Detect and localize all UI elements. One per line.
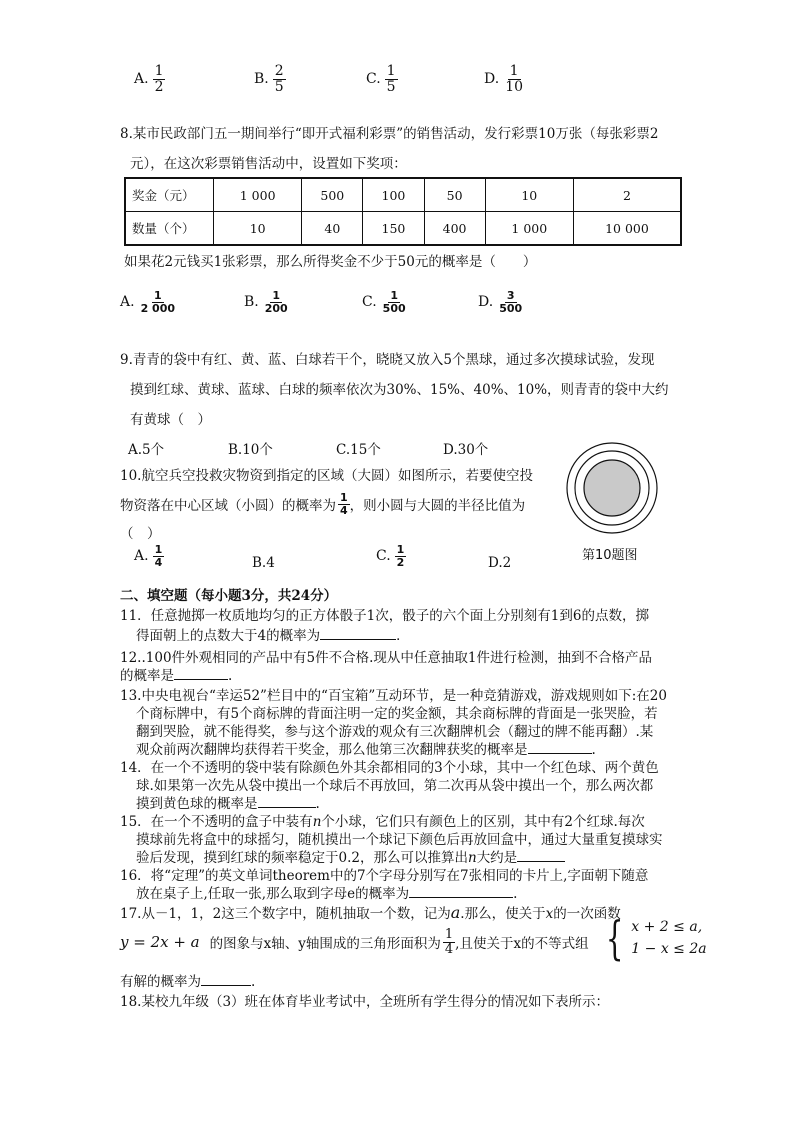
q8-line1: 8.某市民政部门五一期间举行“即开式福利彩票”的销售活动，发行彩票10万张（每张彩票2 [120, 126, 659, 142]
q13-line3: 翻到哭脸，就不能得奖，参与这个游戏的观众有三次翻牌机会（翻过的牌不能再翻）.某 [136, 724, 654, 740]
table-cell: 1 000 [214, 178, 302, 212]
fraction: $\frac{1}{5}$ [386, 63, 396, 95]
q9-line2: 摸到红球、黄球、蓝球、白球的频率依次为30%、15%、40%、10%，则青青的袋中大约 [130, 382, 669, 398]
q11-line1: 11．任意抛掷一枚质地均匀的正方体骰子1次，骰子的六个面上分别刻有1到6的点数，掷 [120, 608, 649, 624]
q10-option-b: B.4 [252, 555, 275, 571]
fraction: $\frac{1}{2 000}$ [140, 289, 176, 315]
q9-line3: 有黄球（ ） [130, 412, 211, 428]
q13-line2: 个商标牌中，有5个商标牌的背面注明一定的奖金额，其余商标牌的背面是一张哭脸，若 [136, 706, 658, 722]
table-cell: 500 [302, 178, 363, 212]
fraction: $\frac{1}{10}$ [505, 63, 524, 95]
q9-line1: 9.青青的袋中有红、黄、蓝、白球若干个，晓晓又放入5个黑球，通过多次摸球试验，发现 [120, 352, 655, 368]
q8-option-c: C. $\frac{1}{500}$ [362, 289, 406, 315]
fraction: $\frac{1}{500}$ [382, 289, 406, 315]
table-cell: 100 [363, 178, 424, 212]
q17-line1: 17.从－1，1，2这三个数字中，随机抽取一个数，记为a.那么，使关于x的一次函数 [120, 903, 621, 922]
fraction: $\frac{2}{5}$ [274, 63, 284, 95]
q13-line4: 观众前两次翻牌均获得若干奖金，那么他第三次翻牌获奖的概率是 . [136, 742, 596, 758]
table-cell: 10 [214, 212, 302, 246]
q10-option-d: D.2 [488, 555, 512, 571]
q8-option-d: D. $\frac{3}{500}$ [478, 289, 523, 315]
table-cell: 400 [424, 212, 485, 246]
q11-line2: 得面朝上的点数大于4的概率为 ． [136, 628, 410, 644]
q12-line2: 的概率是 . [120, 668, 233, 684]
q8-line2: 元），在这次彩票销售活动中，设置如下奖项： [130, 156, 407, 172]
function-expression: y = 2x + a [120, 933, 200, 952]
q8-question: 如果花2元钱买1张彩票，那么所得奖金不少于50元的概率是（ ） [124, 254, 537, 270]
prize-table [124, 177, 682, 246]
brace-icon: { [605, 911, 624, 965]
inequality-system: { x + 2 ≤ a, 1 − x ≤ 2a [605, 911, 707, 965]
answer-blank[interactable] [258, 807, 316, 808]
fraction: $\frac{1}{2}$ [396, 543, 405, 569]
q14-line2: 球.如果第一次先从袋中摸出一个球后不再放回，第二次再从袋中摸出一个，那么两次都 [136, 778, 654, 794]
q15-line2: 摸球前先将盒中的球摇匀，随机摸出一个球记下颜色后再放回盒中，通过大量重复摸球实 [136, 832, 663, 848]
figure-caption: 第10题图 [582, 548, 638, 563]
fraction: $\frac{1}{4}$ [444, 927, 454, 957]
q10-line3: （ ） [120, 526, 161, 542]
q13-line1: 13.中央电视台“幸运52”栏目中的“百宝箱”互动环节，是一种竞猜游戏，游戏规则如下:在20 [120, 688, 667, 704]
table-cell: 50 [424, 178, 485, 212]
q10-option-c: C. $\frac{1}{2}$ [376, 543, 405, 569]
q17-line2: y = 2x + a 的图象与x轴、y轴围成的三角形面积为 $\frac{1}{4}$ ,且使关于x的不等式组 [120, 927, 589, 957]
fraction: $\frac{1}{4}$ [340, 491, 348, 517]
fraction: $\frac{1}{2}$ [154, 63, 164, 95]
table-cell: 10 [485, 178, 573, 212]
answer-blank[interactable] [320, 639, 396, 640]
q9-option-c: C.15个 [336, 442, 381, 458]
q16-line2: 放在桌子上,任取一张,那么取到字母e的概率为 . [136, 886, 518, 902]
q9-option-b: B.10个 [228, 442, 273, 458]
q7-option-c: C. $\frac{1}{5}$ [366, 63, 396, 95]
q7-option-d: D. $\frac{1}{10}$ [484, 63, 524, 95]
table-row [125, 178, 681, 212]
q12-line1: 12..100件外观相同的产品中有5件不合格.现从中任意抽取1件进行检测，抽到不合格产品 [120, 650, 652, 666]
inner-circle [584, 460, 640, 516]
q16-line1: 16．将“定理”的英文单词theorem中的7个字母分别写在7张相同的卡片上,字面朝下随意 [120, 868, 649, 884]
table-cell: 1 000 [485, 212, 573, 246]
answer-blank[interactable] [517, 861, 565, 862]
table-row [125, 212, 681, 246]
table-cell: 数量（个） [125, 212, 214, 246]
q14-line3: 摸到黄色球的概率是 . [136, 796, 320, 812]
q10-option-a: A. $\frac{1}{4}$ [134, 543, 163, 569]
q15-line3: 验后发现，摸到红球的频率稳定于0.2，那么可以推算出n大约是 [136, 846, 565, 866]
q10-line1: 10.航空兵空投救灾物资到指定的区域（大圆）如图所示，若要使空投 [120, 468, 533, 484]
q18-line1: 18.某校九年级（3）班在体育毕业考试中，全班所有学生得分的情况如下表所示： [120, 994, 610, 1010]
answer-blank[interactable] [528, 753, 592, 754]
answer-blank[interactable] [201, 985, 251, 986]
q9-option-d: D.30个 [443, 442, 489, 458]
q9-option-a: A.5个 [128, 442, 165, 458]
fraction: $\frac{1}{4}$ [154, 543, 163, 569]
concentric-circles-figure [564, 440, 660, 536]
fraction: $\frac{3}{500}$ [499, 289, 523, 315]
q8-option-b: B. $\frac{1}{200}$ [244, 289, 288, 315]
answer-blank[interactable] [174, 679, 228, 680]
q7-option-b: B. $\frac{2}{5}$ [254, 63, 284, 95]
q15-line1: 15．在一个不透明的盒子中装有n个小球，它们只有颜色上的区别，其中有2个红球.每次 [120, 814, 645, 830]
table-cell: 150 [363, 212, 424, 246]
q8-option-a: A. $\frac{1}{2 000}$ [120, 289, 176, 315]
q14-line1: 14．在一个不透明的袋中装有除颜色外其余都相同的3个小球，其中一个红色球、两个黄色 [120, 760, 659, 776]
table-cell: 2 [573, 178, 681, 212]
q17-line3: 有解的概率为 . [120, 974, 256, 990]
table-cell: 10 000 [573, 212, 681, 246]
table-cell: 40 [302, 212, 363, 246]
answer-blank[interactable] [409, 897, 513, 898]
fraction: $\frac{1}{200}$ [264, 289, 288, 315]
q7-option-a: A. $\frac{1}{2}$ [134, 63, 164, 95]
table-cell: 奖金（元） [125, 178, 214, 212]
section-title: 二、填空题（每小题3分，共24分） [120, 588, 338, 604]
q10-line2: 物资落在中心区域（小圆）的概率为 $\frac{1}{4}$ ，则小圆与大圆的半径比值为 [120, 491, 526, 517]
